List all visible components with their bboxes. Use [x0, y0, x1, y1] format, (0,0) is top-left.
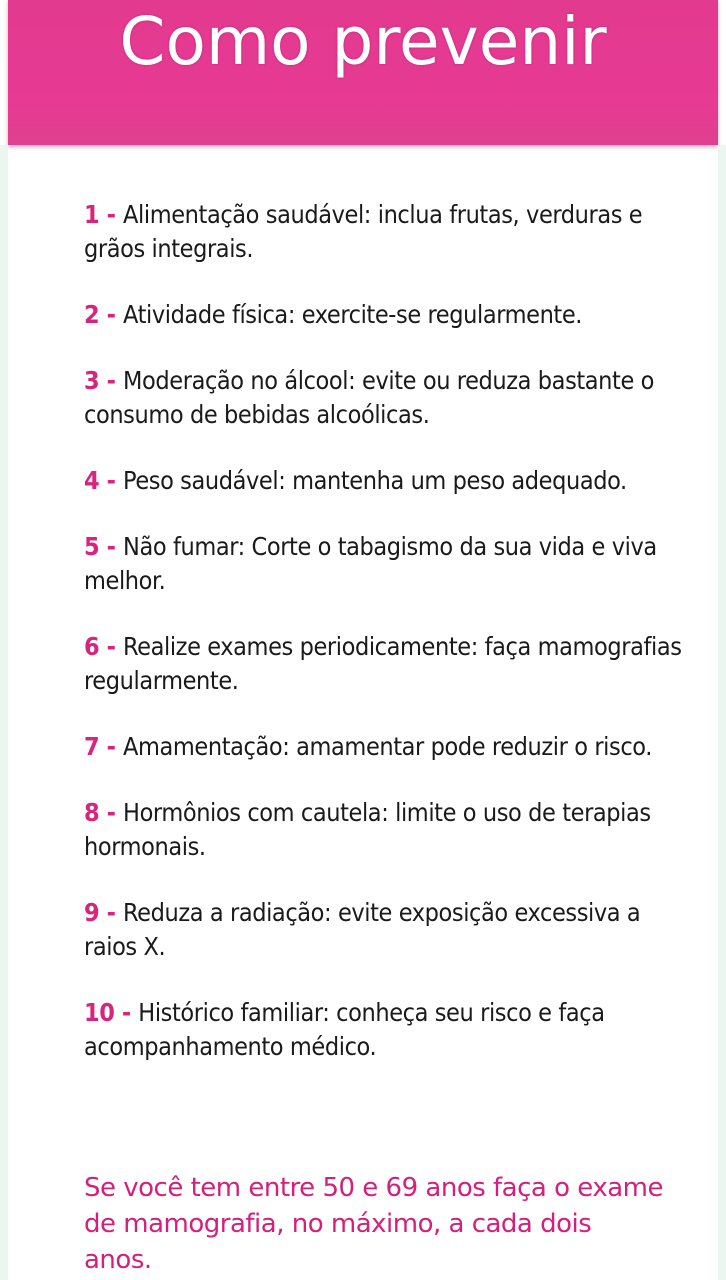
- item-separator: -: [114, 998, 139, 1027]
- item-number: 7: [84, 732, 100, 761]
- screening-note: Se você tem entre 50 e 69 anos faça o exame de mamografia, no máximo, a cada dois anos.: [84, 1173, 663, 1275]
- item-separator: -: [99, 898, 124, 927]
- item-number: 5: [84, 532, 100, 561]
- item-text: Não fumar: Corte o tabagismo da sua vida e viva melhor.: [84, 532, 657, 595]
- item-separator: -: [99, 300, 124, 329]
- item-separator: -: [99, 632, 124, 661]
- item-number: 2: [84, 300, 100, 329]
- item-number: 6: [84, 632, 100, 661]
- item-number: 1: [84, 200, 100, 229]
- item-separator: -: [99, 732, 124, 761]
- page-title: Como prevenir: [119, 3, 607, 80]
- item-text: Reduza a radiação: evite exposição excessiva a raios X.: [84, 898, 641, 961]
- item-separator: -: [99, 366, 124, 395]
- list-item: [84, 530, 684, 598]
- header-banner: [8, 0, 718, 145]
- item-number: 4: [84, 466, 100, 495]
- item-separator: -: [99, 798, 124, 827]
- item-text: Atividade física: exercite-se regularmente.: [123, 300, 583, 329]
- list-item: [84, 198, 684, 266]
- item-text: Amamentação: amamentar pode reduzir o risco.: [123, 732, 652, 761]
- item-text: Histórico familiar: conheça seu risco e faça acompanhamento médico.: [84, 998, 605, 1061]
- list-item: [84, 364, 684, 432]
- item-text: Peso saudável: mantenha um peso adequado.: [123, 466, 627, 495]
- item-separator: -: [99, 466, 124, 495]
- list-item: [84, 730, 684, 764]
- item-number: 3: [84, 366, 100, 395]
- item-number: 8: [84, 798, 100, 827]
- list-item: [84, 630, 684, 698]
- item-separator: -: [99, 532, 124, 561]
- list-item: [84, 298, 684, 332]
- list-item: [84, 796, 684, 864]
- list-item: [84, 464, 684, 498]
- item-text: Realize exames periodicamente: faça mamografias regularmente.: [84, 632, 682, 695]
- item-separator: -: [99, 200, 124, 229]
- item-text: Moderação no álcool: evite ou reduza bastante o consumo de bebidas alcoólicas.: [84, 366, 654, 429]
- item-text: Alimentação saudável: inclua frutas, verduras e grãos integrais.: [84, 200, 643, 263]
- list-item: [84, 896, 684, 964]
- list-item: [84, 996, 684, 1064]
- item-text: Hormônios com cautela: limite o uso de terapias hormonais.: [84, 798, 651, 861]
- item-number: 10: [84, 998, 115, 1027]
- item-number: 9: [84, 898, 100, 927]
- prevention-list: [84, 198, 684, 1096]
